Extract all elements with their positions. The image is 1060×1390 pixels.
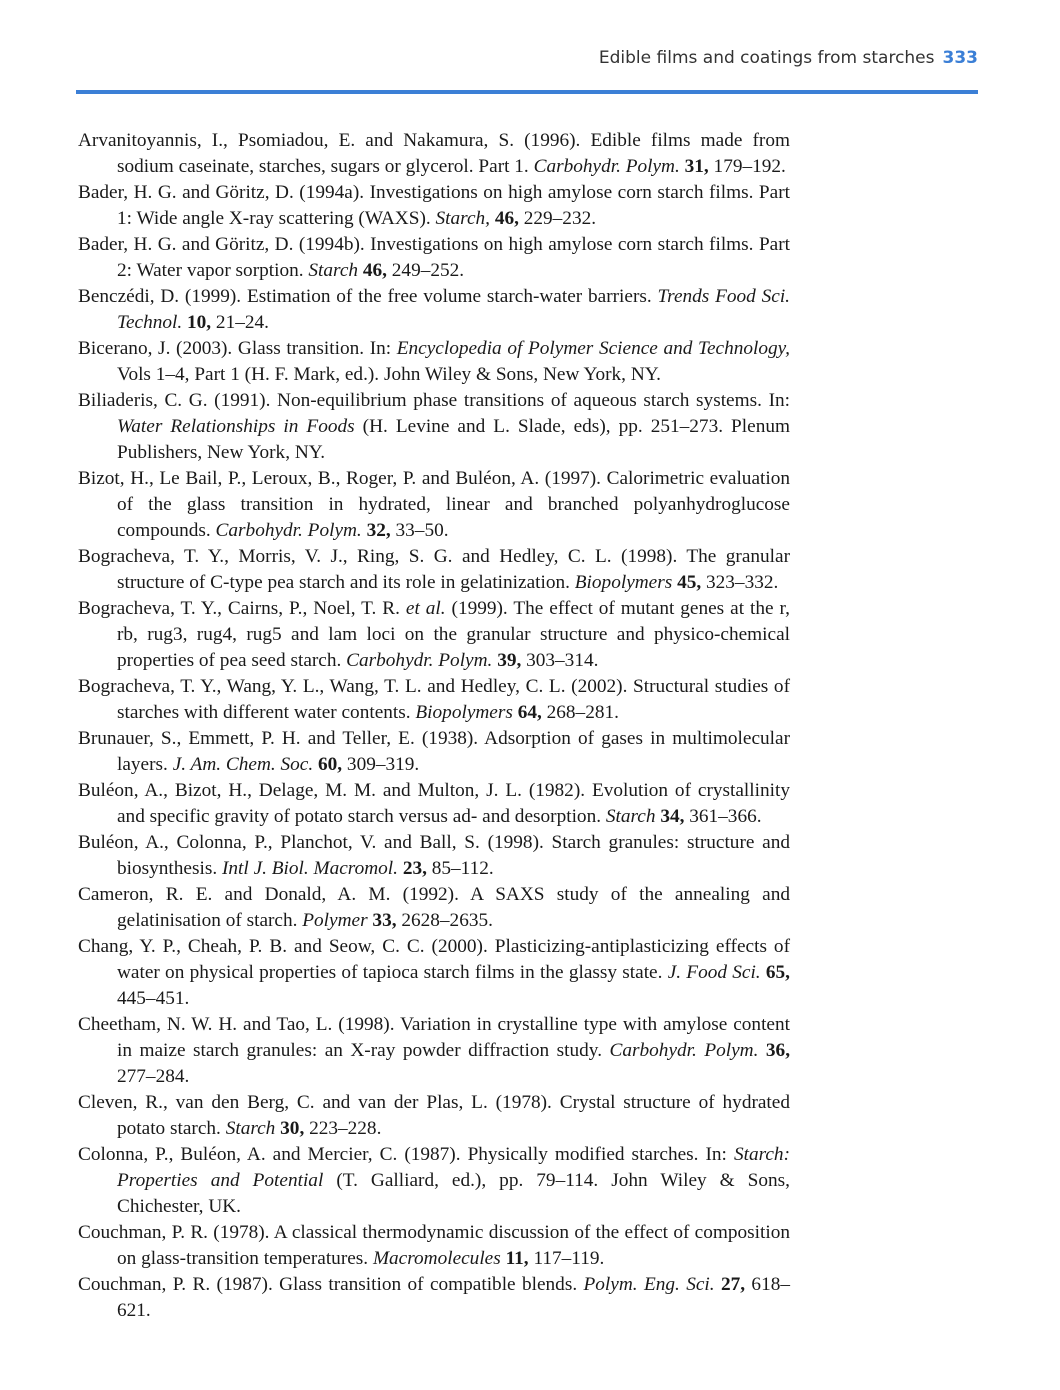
ref-italic-text: Starch: [225, 1118, 276, 1139]
ref-text: 303–314.: [521, 650, 599, 671]
ref-text: Chang, Y. P., Cheah, P. B. and Seow, C. C. (2000). Plasticizing-antiplasticizing effects of water on physical properties of tapioca starch films in the glassy state.: [78, 936, 790, 983]
ref-volume: 32,: [366, 520, 391, 541]
ref-italic-text: Starch: [605, 806, 656, 827]
ref-text: Bogracheva, T. Y., Cairns, P., Noel, T. R.: [78, 598, 406, 619]
ref-italic-text: Carbohydr. Polym.: [533, 156, 680, 177]
ref-text: 361–366.: [684, 806, 762, 827]
ref-text: 117–119.: [528, 1248, 605, 1269]
ref-text: Biliaderis, C. G. (1991). Non-equilibrium phase transitions of aqueous starch systems. In:: [78, 390, 790, 411]
ref-text: (T. Galliard, ed.), pp. 79–114. John Wiley & Sons, Chichester, UK.: [117, 1170, 791, 1217]
page-number: 333: [942, 48, 978, 68]
ref-text: [758, 1040, 766, 1061]
ref-volume: 11,: [505, 1248, 529, 1269]
ref-volume: 45,: [677, 572, 702, 593]
ref-text: Couchman, P. R. (1987). Glass transition of compatible blends.: [78, 1274, 584, 1295]
ref-text: Bicerano, J. (2003). Glass transition. In:: [78, 338, 397, 359]
ref-volume: 23,: [402, 858, 427, 879]
ref-text: 323–332.: [701, 572, 779, 593]
ref-text: 277–284.: [117, 1066, 190, 1087]
ref-italic-text: J. Am. Chem. Soc.: [172, 754, 314, 775]
ref-text: 2628–2635.: [396, 910, 493, 931]
ref-text: Benczédi, D. (1999). Estimation of the free volume starch-water barriers.: [78, 286, 658, 307]
ref-volume: 39,: [497, 650, 522, 671]
reference-entry: [78, 726, 790, 778]
ref-text: Brunauer, S., Emmett, P. H. and Teller, E. (1938). Adsorption of gases in multimolecular layers.: [78, 728, 790, 775]
ref-text: Cheetham, N. W. H. and Tao, L. (1998). Variation in crystalline type with amylose content in maize starch granules: an X-ray powder diffraction study.: [78, 1014, 790, 1061]
ref-volume: 65,: [765, 962, 790, 983]
ref-text: 268–281.: [541, 702, 619, 723]
ref-text: Colonna, P., Buléon, A. and Mercier, C. (1987). Physically modified starches. In:: [78, 1144, 734, 1165]
ref-text: 249–252.: [386, 260, 465, 281]
ref-text: Arvanitoyannis, I., Psomiadou, E. and Nakamura, S. (1996). Edible films made from sodium caseinate, starches, sugars or glycerol. Part 1.: [78, 130, 790, 177]
reference-entry: [78, 1142, 790, 1220]
ref-text: 618–621.: [117, 1274, 790, 1321]
ref-text: Bader, H. G. and Göritz, D. (1994a). Investigations on high amylose corn starch films. Part 1: Wide angle X-ray scattering (WAXS).: [78, 182, 790, 229]
reference-entry: [78, 128, 790, 180]
ref-volume: 46,: [362, 260, 387, 281]
reference-entry: [78, 1090, 790, 1142]
ref-italic-text: Carbohydr. Polym.: [609, 1040, 759, 1061]
ref-italic-text: Polym. Eng. Sci.: [583, 1274, 715, 1295]
ref-text: Bizot, H., Le Bail, P., Leroux, B., Roger, P. and Buléon, A. (1997). Calorimetric evaluation of the glass transition in hydrated, linear and branched polyanhydroglucose compounds.: [78, 468, 790, 541]
reference-entry: [78, 778, 790, 830]
ref-text: 33–50.: [390, 520, 449, 541]
ref-italic-text: Intl J. Biol. Macromol.: [221, 858, 398, 879]
reference-entry: [78, 830, 790, 882]
reference-entry: [78, 544, 790, 596]
ref-volume: 31,: [684, 156, 709, 177]
ref-text: (H. Levine and L. Slade, eds), pp. 251–273. Plenum Publishers, New York, NY.: [117, 416, 790, 463]
ref-italic-text: Carbohydr. Polym.: [346, 650, 493, 671]
ref-text: 229–232.: [518, 208, 597, 229]
reference-entry: [78, 180, 790, 232]
reference-entry: [78, 388, 790, 466]
reference-entry: [78, 232, 790, 284]
ref-text: Buléon, A., Colonna, P., Planchot, V. and Ball, S. (1998). Starch granules: structure and biosynthesis.: [78, 832, 790, 879]
reference-entry: [78, 1220, 790, 1272]
ref-text: Cameron, R. E. and Donald, A. M. (1992). A SAXS study of the annealing and gelatinisation of starch.: [78, 884, 790, 931]
reference-entry: [78, 882, 790, 934]
reference-entry: [78, 934, 790, 1012]
ref-volume: 30,: [280, 1118, 305, 1139]
ref-text: Couchman, P. R. (1978). A classical thermodynamic discussion of the effect of composition on glass-transition temperatures.: [78, 1222, 790, 1269]
reference-entry: [78, 336, 790, 388]
ref-text: Buléon, A., Bizot, H., Delage, M. M. and Multon, J. L. (1982). Evolution of crystallinity and specific gravity of potato starch versus ad- and desorption.: [78, 780, 790, 827]
ref-text: 179–192.: [708, 156, 786, 177]
ref-italic-text: Polymer: [302, 910, 368, 931]
ref-italic-text: Encyclopedia of Polymer Science and Technology,: [396, 338, 790, 359]
ref-italic-text: Starch: [308, 260, 359, 281]
ref-italic-text: Starch,: [435, 208, 490, 229]
ref-text: 223–228.: [304, 1118, 382, 1139]
ref-italic-text: Carbohydr. Polym.: [215, 520, 362, 541]
ref-volume: 36,: [765, 1040, 791, 1061]
running-header: [599, 48, 978, 68]
ref-text: 85–112.: [426, 858, 494, 879]
reference-entry: [78, 1272, 790, 1324]
ref-italic-text: Biopolymers: [574, 572, 673, 593]
ref-text: 309–319.: [342, 754, 420, 775]
ref-text: Bogracheva, T. Y., Wang, Y. L., Wang, T. L. and Hedley, C. L. (2002). Structural studies of starches with different water contents.: [78, 676, 790, 723]
header-rule: [76, 90, 978, 94]
running-title: Edible films and coatings from starches: [598, 48, 935, 68]
ref-italic-text: Trends Food Sci. Technol.: [117, 286, 790, 333]
reference-entry: [78, 284, 790, 336]
ref-italic-text: et al.: [405, 598, 446, 619]
reference-entry: [78, 1012, 790, 1090]
ref-volume: 64,: [517, 702, 542, 723]
reference-entry: [78, 596, 790, 674]
ref-volume: 34,: [660, 806, 685, 827]
reference-entry: [78, 466, 790, 544]
ref-volume: 60,: [318, 754, 343, 775]
ref-italic-text: J. Food Sci.: [667, 962, 761, 983]
ref-volume: 46,: [494, 208, 519, 229]
ref-italic-text: Biopolymers: [415, 702, 513, 723]
ref-text: Bader, H. G. and Göritz, D. (1994b). Investigations on high amylose corn starch films. Part 2: Water vapor sorption.: [78, 234, 790, 281]
ref-italic-text: Macromolecules: [372, 1248, 501, 1269]
ref-volume: 33,: [372, 910, 397, 931]
ref-text: 445–451.: [117, 988, 190, 1009]
ref-text: 21–24.: [211, 312, 269, 333]
ref-volume: 10,: [187, 312, 212, 333]
ref-text: Cleven, R., van den Berg, C. and van der Plas, L. (1978). Crystal structure of hydrated potato starch.: [78, 1092, 790, 1139]
ref-text: Vols 1–4, Part 1 (H. F. Mark, ed.). John Wiley & Sons, New York, NY.: [117, 364, 662, 385]
ref-text: (1999). The effect of mutant genes at the r, rb, rug3, rug4, rug5 and lam loci on the granular structure and physico-chemical properties of pea seed starch.: [117, 598, 790, 671]
reference-entry: [78, 674, 790, 726]
ref-italic-text: Starch: Properties and Potential: [117, 1144, 790, 1191]
ref-text: Bogracheva, T. Y., Morris, V. J., Ring, S. G. and Hedley, C. L. (1998). The granular structure of C-type pea starch and its role in gelatinization.: [78, 546, 790, 593]
ref-italic-text: Water Relationships in Foods: [117, 416, 355, 437]
reference-list: [78, 128, 790, 1324]
ref-volume: 27,: [720, 1274, 746, 1295]
